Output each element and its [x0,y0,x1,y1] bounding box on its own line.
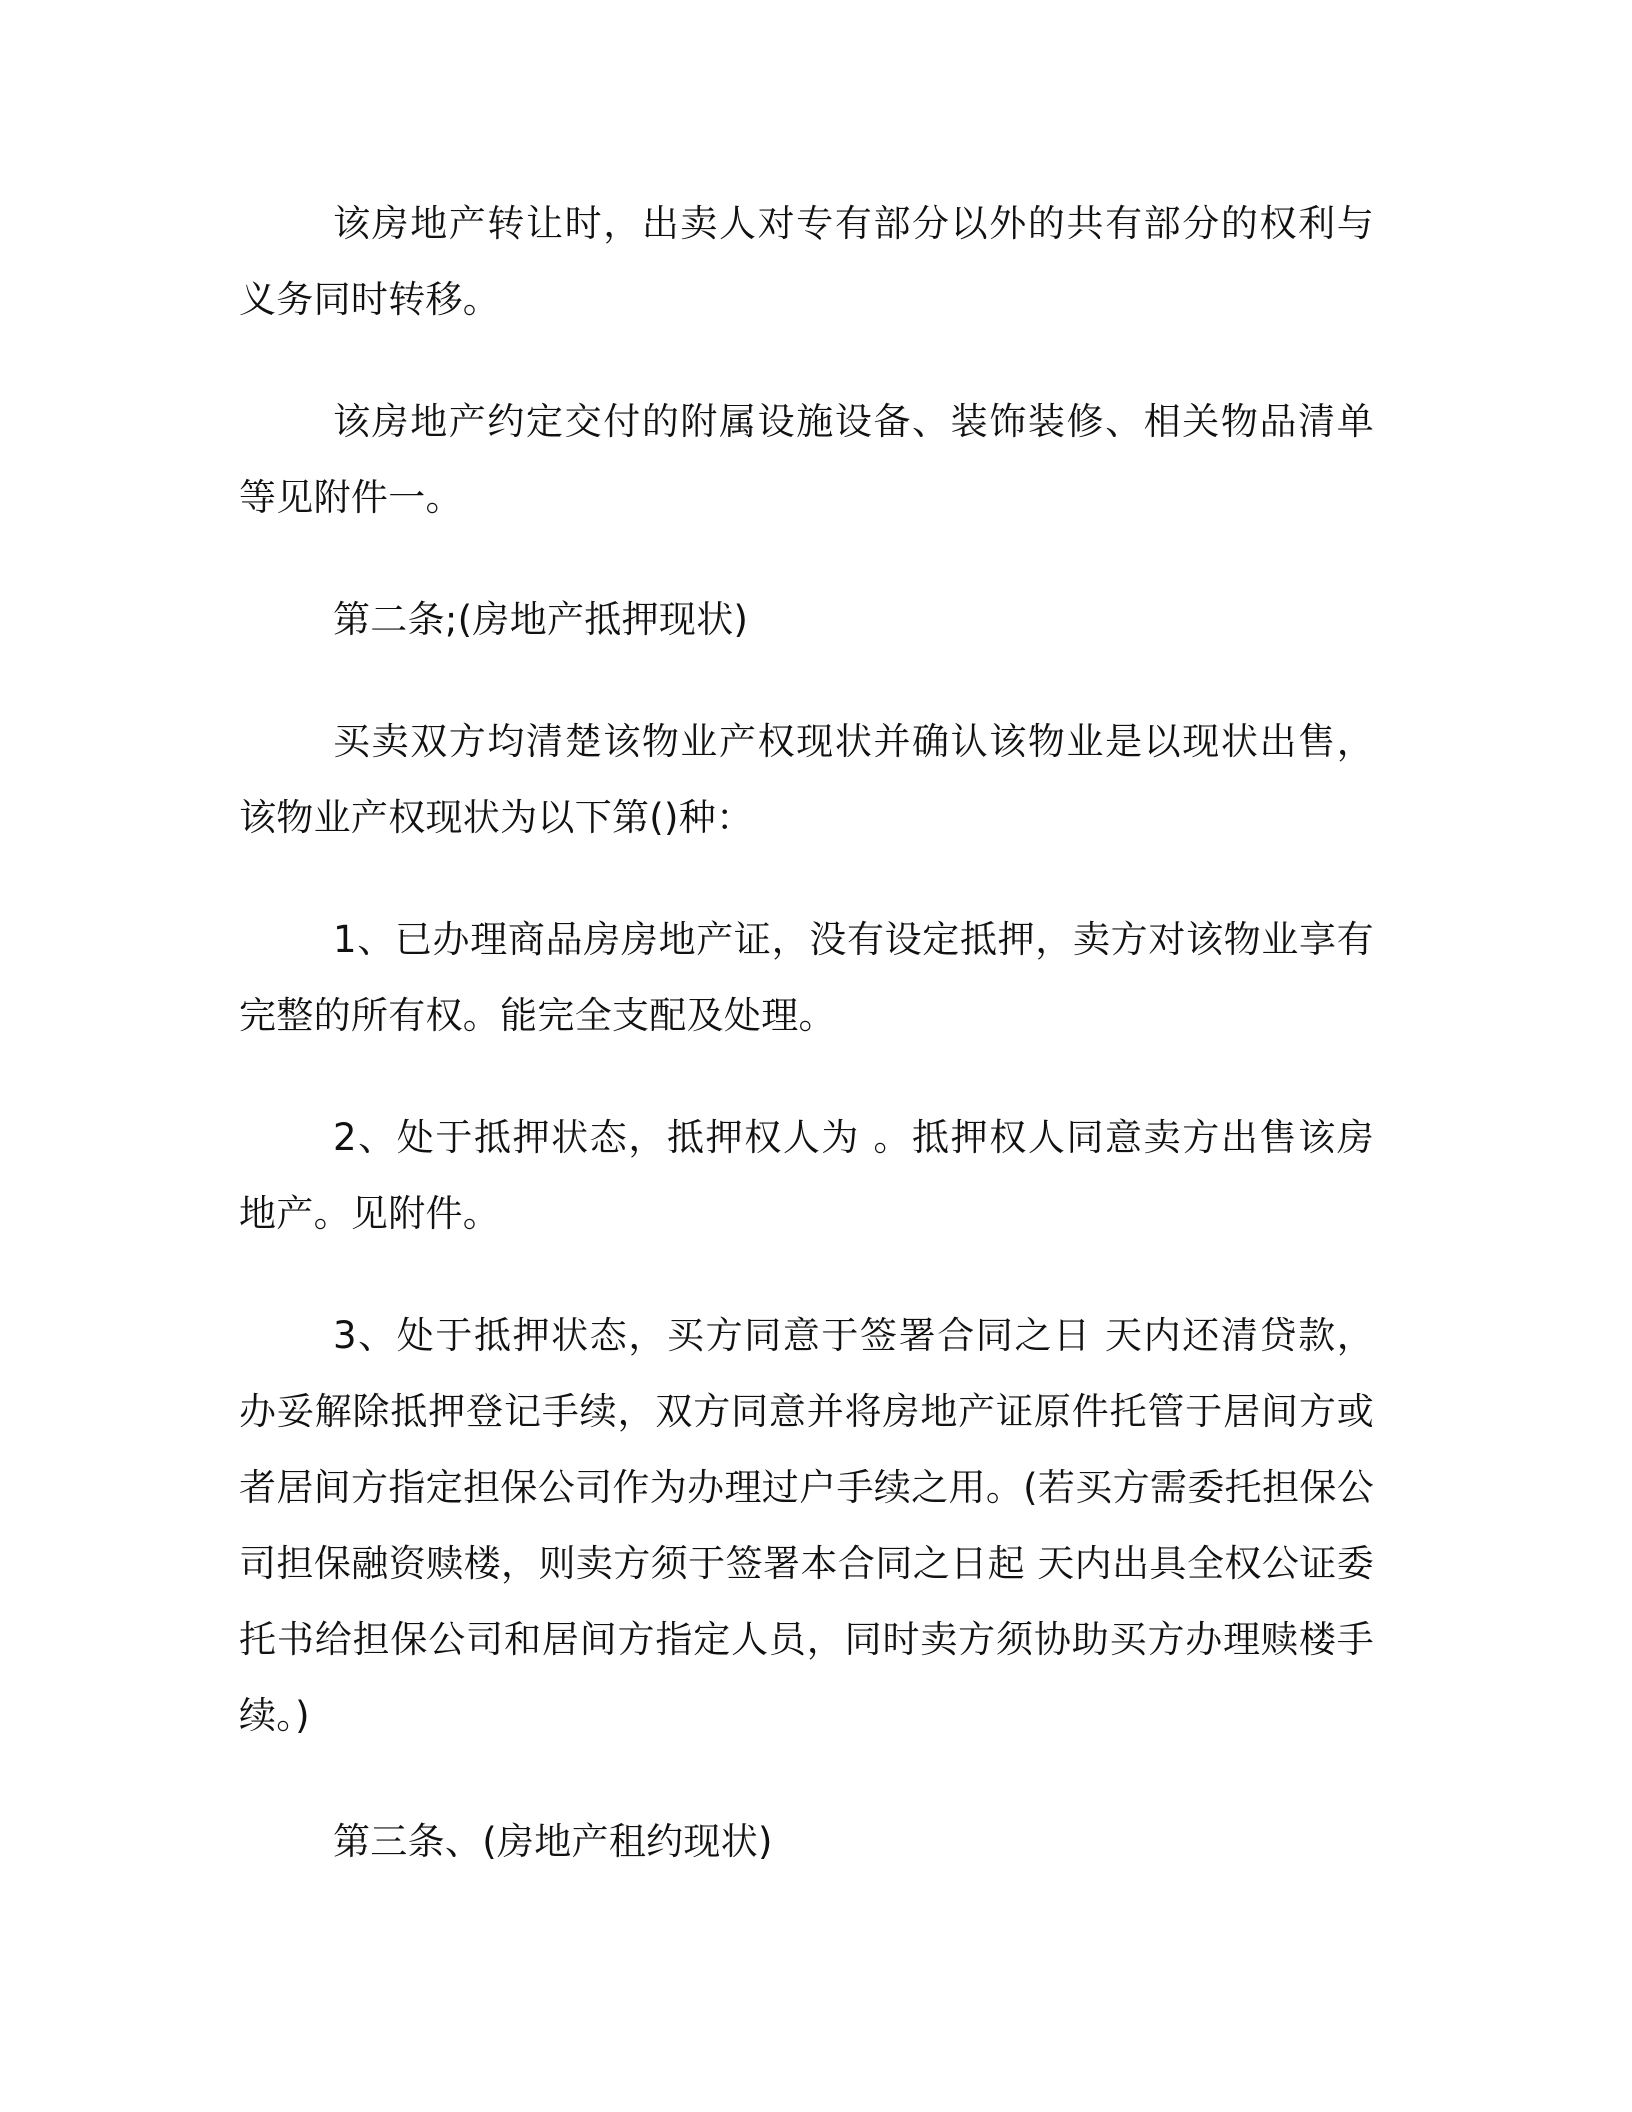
paragraph-common-parts-transfer: 该房地产转让时，出卖人对专有部分以外的共有部分的权利与义务同时转移。 [239,202,1374,321]
option-2-mortgaged: 2、处于抵押状态，抵押权人为 。抵押权人同意卖方出售该房地产。见附件。 [239,1116,1374,1235]
paragraph-spacer [239,338,1374,384]
paragraph-spacer [239,1754,1374,1804]
paragraph-spacer [239,536,1374,582]
article-two-heading: 第二条;(房地产抵押现状) [333,598,749,641]
paragraph-spacer [239,658,1374,704]
document-body [239,186,1374,1880]
paragraph-spacer [239,856,1374,902]
paragraph-property-status: 买卖双方均清楚该物业产权现状并确认该物业是以现状出售，该物业产权现状为以下第()种： [239,720,1374,839]
option-1-no-mortgage: 1、已办理商品房房地产证，没有设定抵押，卖方对该物业享有完整的所有权。能完全支配及处理。 [239,918,1374,1037]
paragraph-spacer [239,1054,1374,1100]
paragraph-attached-facilities: 该房地产约定交付的附属设施设备、装饰装修、相关物品清单等见附件一。 [239,400,1374,519]
article-three-heading: 第三条、(房地产租约现状) [333,1820,773,1863]
option-3-mortgage-release: 3、处于抵押状态，买方同意于签署合同之日 天内还清贷款，办妥解除抵押登记手续，双方同意并将房地产证原件托管于居间方或者居间方指定担保公司作为办理过户手续之用。(若买方需委托担保公司担保融资赎楼，则卖方须于签署本合同之日起 天内出具全权公证委托书给担保公司和居间方指定人员，同时卖方须协助买方办理赎楼手续。) [239,1314,1374,1737]
paragraph-spacer [239,1252,1374,1298]
